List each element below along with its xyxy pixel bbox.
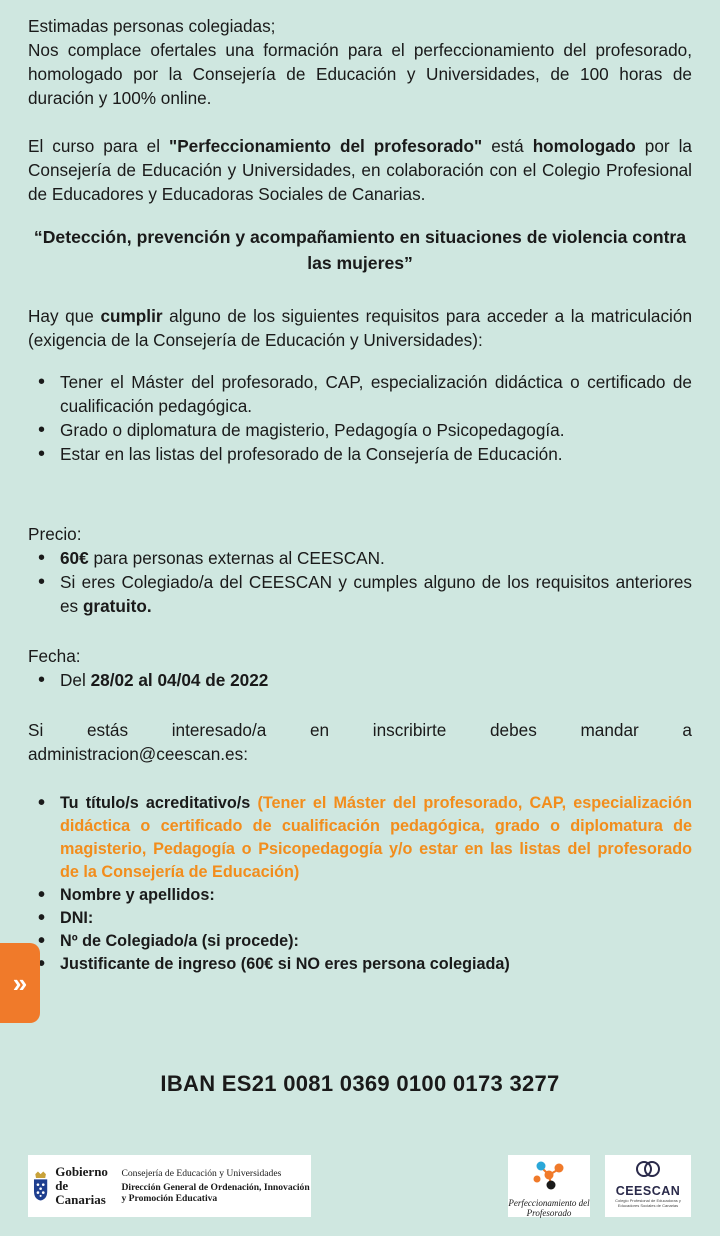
price-label: Precio: <box>28 524 82 544</box>
ceescan-logo <box>605 1155 691 1217</box>
course-title: “Detección, prevención y acompañamiento en situaciones de violencia contra las mujeres” <box>33 227 687 273</box>
contact-line: Si estás interesado/a en inscribirte debes mandar a <box>28 720 692 740</box>
ceescan-subtitle: Colegio Profesional de Educadoras y Educadores Sociales de Canarias <box>615 1198 681 1208</box>
list-item: • Del 28/02 al 04/04 de 2022 <box>60 668 692 692</box>
greeting: Estimadas personas colegiadas; <box>28 16 276 36</box>
course-paragraph: El curso para el "Perfeccionamiento del profesorado" está homologado por la Consejería de Educación y Universidades, en colaboración con el Colegio Profesional de Educadores y Educadoras Sociales de Canarias. <box>28 136 692 204</box>
date-list <box>28 668 692 692</box>
consejeria-name: Consejería de Educación y Universidades <box>121 1168 282 1179</box>
double-chevron-right-icon: » <box>12 967 28 998</box>
documents-list <box>28 792 692 976</box>
list-item: • Si eres Colegiado/a del CEESCAN y cumples alguno de los requisitos anteriores es gratuito. <box>60 570 692 618</box>
direccion-name: Dirección General de Ordenación, Innovación y Promoción Educativa <box>121 1182 310 1204</box>
document-body <box>28 14 692 976</box>
requirements-intro: Hay que cumplir alguno de los siguientes requisitos para acceder a la matriculación (exigencia de la Consejería de Educación y Universidades): <box>28 306 692 350</box>
list-item: • Estar en las listas del profesorado de la Consejería de Educación. <box>60 442 692 466</box>
course-name: "Perfeccionamiento del profesorado" <box>169 136 483 156</box>
perfeccionamiento-logo <box>508 1155 590 1217</box>
price-list <box>28 546 692 618</box>
gobierno-name: Gobierno de Canarias <box>55 1164 108 1207</box>
gobierno-canarias-logo <box>28 1155 311 1217</box>
list-item: • DNI: <box>60 907 692 930</box>
intro-paragraph: Nos complace ofertales una formación para el perfeccionamiento del profesorado, homologado por la Consejería de Educación y Universidades, de 100 horas de duración y 100% online. <box>28 40 692 108</box>
molecule-icon <box>529 1157 569 1191</box>
list-item: • 60€ para personas externas al CEESCAN. <box>60 546 692 570</box>
list-item: • Nº de Colegiado/a (si procede): <box>60 930 692 953</box>
contact-email[interactable]: administracion@ceescan.es: <box>28 744 248 764</box>
ceescan-name: CEESCAN <box>615 1184 681 1198</box>
list-item: • Tener el Máster del profesorado, CAP, especialización didáctica o certificado de cualificación pedagógica. <box>60 370 692 418</box>
requirements-list <box>28 370 692 466</box>
canarias-shield-icon <box>32 1164 49 1208</box>
perfeccionamiento-text: Perfeccionamiento del Profesorado <box>508 1198 590 1218</box>
list-item: • Nombre y apellidos: <box>60 884 692 907</box>
iban-number: IBAN ES21 0081 0369 0100 0173 3277 <box>160 1071 560 1096</box>
side-tab-button[interactable] <box>0 943 40 1023</box>
list-item: • Grado o diplomatura de magisterio, Pedagogía o Psicopedagogía. <box>60 418 692 442</box>
ceescan-rings-icon <box>633 1159 663 1179</box>
title-detail: (Tener el Máster del profesorado, CAP, especialización didáctica o certificado de cualificación pedagógica, grado o diplomatura de magisterio, Pedagogía o Psicopedagogía y/o estar en las listas del profesorado de la Consejería de Educación) <box>60 794 692 881</box>
homologado-word: homologado <box>532 136 636 156</box>
date-label: Fecha: <box>28 646 81 666</box>
date-range: 28/02 al 04/04 de 2022 <box>90 670 269 690</box>
list-item: • Tu título/s acreditativo/s (Tener el Máster del profesorado, CAP, especialización didáctica o certificado de cualificación pedagógica, grado o diplomatura de magisterio, Pedagogía o Psicopedagogía y/o estar en las listas del profesorado de la Consejería de Educación) <box>60 792 692 884</box>
list-item: • Justificante de ingreso (60€ si NO eres persona colegiada) <box>60 953 692 976</box>
